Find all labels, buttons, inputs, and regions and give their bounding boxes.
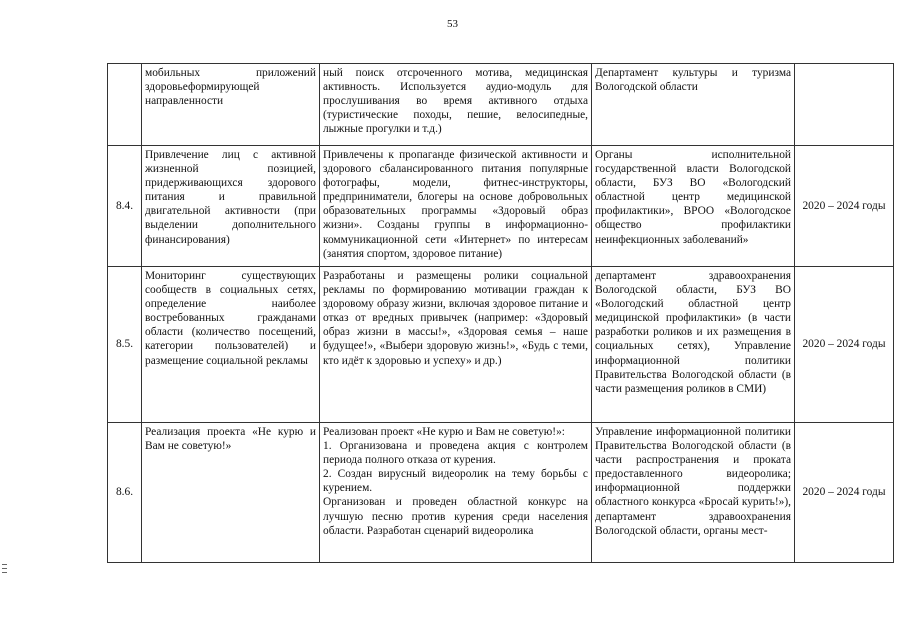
table-row: [108, 423, 894, 563]
executors-cell: Органы исполнительной государственной власти Вологодской области, БУЗ ВО «Вологодский областной центр медицинской профилактики», ВРОО «Вологодское общество профилактики неинфекционных заболеваний»: [592, 146, 795, 267]
measure-cell: Мониторинг существующих сообществ в социальных сетях, определение наиболее востребованных гражданами области (количество посещений, категории пользователей) и размещение социальной рекламы: [142, 267, 320, 423]
scan-margin-mark: [2, 568, 7, 569]
executors-cell: Управление информационной политики Правительства Вологодской области (в части распространения и проката предоставленного видеоролика; информационной поддержки областного конкурса «Бросай курить!»), департамент здравоохранения Вологодской области, органы мест-: [592, 423, 795, 563]
period-cell: 2020 – 2024 годы: [795, 146, 894, 267]
measure-cell: Привлечение лиц с активной жизненной позицией, придерживающихся здорового питания и правильной двигательной активности (при выделении дополнительного финансирования): [142, 146, 320, 267]
period-cell: [795, 64, 894, 146]
scan-margin-mark: [2, 572, 7, 573]
measure-cell: Реализация проекта «Не курю и Вам не советую!»: [142, 423, 320, 563]
measure-cell: мобильных приложений здоровьеформирующей направленности: [142, 64, 320, 146]
row-number: [108, 64, 142, 146]
results-line: Организован и проведен областной конкурс на лучшую песню против курения среди населения области. Разработан сценарий видеоролика: [323, 496, 588, 537]
executors-cell: департамент здравоохранения Вологодской области, БУЗ ВО «Вологодский областной центр медицинской профилактики» (в части разработки роликов и их размещения в социальных сетях), Управление информационной политики Правительства Вологодской области (в части размещения роликов в СМИ): [592, 267, 795, 423]
results-cell: ный поиск отсроченного мотива, медицинская активность. Используется аудио-модуль для прослушивания во время активного отдыха (туристические походы, пешие, велосипедные, лыжные прогулки и т.д.): [320, 64, 592, 146]
results-cell: [320, 423, 592, 563]
table-row: [108, 146, 894, 267]
executors-cell: Департамент культуры и туризма Вологодской области: [592, 64, 795, 146]
row-number: 8.4.: [108, 146, 142, 267]
results-cell: Разработаны и размещены ролики социальной рекламы по формированию мотивации граждан к здоровому образу жизни, включая здоровое питание и отказ от вредных привычек (например: «Здоровый образ жизни в массы!», «Здоровая семья – наше будущее!», «Выбери здоровую жизнь!», «Будь с теми, кто идёт к здоровью и успеху» и др.): [320, 267, 592, 423]
results-cell: Привлечены к пропаганде физической активности и здорового сбалансированного питания популярные фотографы, модели, фитнес-инструкторы, предприниматели, блогеры на основе добровольных образовательных программы «Здоровый образ жизни». Созданы группы в информационно-коммуникационной сети «Интернет» по интересам (занятия спортом, здоровое питание): [320, 146, 592, 267]
period-cell: 2020 – 2024 годы: [795, 267, 894, 423]
results-line: 1. Организована и проведена акция с контролем периода полного отказа от курения.: [323, 440, 588, 467]
page-number: 53: [447, 18, 458, 30]
results-line: Реализован проект «Не курю и Вам не советую!»:: [323, 426, 565, 438]
table-row: [108, 267, 894, 423]
period-cell: 2020 – 2024 годы: [795, 423, 894, 563]
scan-margin-mark: [2, 564, 7, 565]
results-line: 2. Создан вирусный видеоролик на тему борьбы с курением.: [323, 468, 588, 495]
table-row: [108, 64, 894, 146]
measures-table: [107, 63, 894, 563]
row-number: 8.6.: [108, 423, 142, 563]
row-number: 8.5.: [108, 267, 142, 423]
